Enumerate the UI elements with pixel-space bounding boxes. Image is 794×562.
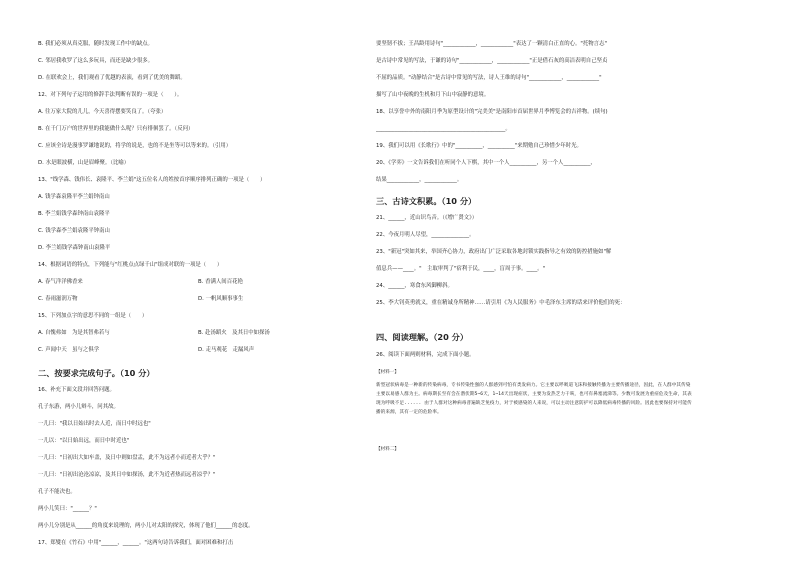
q20-answer: 结果____________，____________。 [376, 177, 463, 183]
q13-option-c: C. 钱学森李兰娟袁隆平钟南山 [38, 228, 110, 234]
q13-option-d: D. 李兰娟钱学森钟南山袁隆平 [38, 245, 111, 251]
q13-option-a: A. 钱学森袁隆平李兰娟钟南山 [38, 194, 110, 200]
q14-option-c: C. 春雨滋润万物 [38, 296, 78, 302]
q15-stem: 15、下列加点字的意思不同的一组是（ ） [38, 313, 148, 319]
left-column [38, 0, 366, 562]
passage-line-2: 一儿曰："我以日始出时去人近，而日中时远也" [38, 421, 151, 427]
q17-continued-2: 是古诗中常见的写法，于谦的诗句"____________，____________"正是借石灰的高洁表明自己坚贞 [376, 58, 608, 64]
section-3-title: 三、古诗文积累。（10 分） [376, 196, 477, 206]
q22: 22、今夜月明人尽望，______________。 [376, 232, 475, 238]
q23-continued: 值息兵——____。" 主取审判了"宿利于民，____，盲周于事。____。" [376, 266, 546, 272]
q12-option-b: B. 在千门万户的世界里的我能做什么呢？只有徘徊罢了。（反问） [38, 126, 194, 132]
q26-stem: 26、阅读下面两则材料，完成下面小题。 [376, 352, 475, 358]
q25: 25、李大钊英勇就义，重在精诚身所精神……请引用《为人民服务》中毛泽东主席的话来评价他们的死： [376, 300, 626, 306]
q24: 24、______，寒食东风御柳斜。 [376, 283, 453, 289]
section-4-title: 四、阅读理解。（20 分） [376, 332, 469, 342]
q18-stem: 18、以享誉中外的南阳月季为原型设计的"完美美"是南阳市首届世界月季博览会的吉祥物。(续句) [376, 109, 608, 115]
q15-option-c: C. 声闻中天 虽与之俱学 [38, 347, 100, 353]
q12-stem: 12、对下列句子运用的修辞手法判断有误的一项是（ ）。 [38, 92, 183, 98]
material-1-text: 新型冠状病毒是一种新的传染病毒，专书传染性强的人群感到可怕有类发病力。它主要以呼吸道飞沫和接触传播为主要传播途径，因此，在人群中其传染主要以易感人群为主。病毒期长至有会在潜伏期5~6天，1~14天出现症状，主要为发热乏力干咳，也可有鼻塞流涕等。少数可发展为重症危及生命，其表现为呼吸不足...... 由于人群对这种病毒普遍缺乏免疫力，对于被感染的人来说，可以主动注意防护可以降低病毒传播的风险。因此也要保持对可能传播的来源，其有一定的危险率。 [376, 383, 692, 415]
q17-continued-4: 描写了山中夜晚的生机和月下山中寂静的意境。 [376, 92, 490, 98]
passage-line-1: 孔子东游，两小儿辩斗，问其故。 [38, 404, 119, 410]
q19-stem: 19、我们可以用《长歌行》中的"__________，__________"来期勉自己珍惜少年时光。 [376, 143, 582, 149]
q16-stem: 16、补充下面文段并回答问题。 [38, 387, 115, 393]
passage-line-7: 两小儿笑曰："______？" [38, 506, 97, 512]
q11-option-d: D. 在联欢会上，我们观看了优越的表演，看到了优美的舞蹈。 [38, 75, 186, 81]
section-2-title: 二、按要求完成句子。（10 分） [38, 368, 155, 378]
q15-option-d: D. 走马观花 走漏风声 [198, 347, 255, 353]
q17-continued-3: 不屈的品质。"动静结合"是古诗中常见的写法，诗人王维的诗句"____________，____________" [376, 75, 602, 81]
q14-stem: 14、根据词语的特点，下列能与"红桃点点绿千山"组成对联的一项是（ ） [38, 262, 223, 268]
q13-stem: 13、"线学森、钱伟长、袁隆平、李兰娟"这五位名人的姓按首序顺序排列正确的一项是（ ） [38, 177, 266, 183]
q17-stem: 17、郑燮在《竹石》中用"______，______。"这两句诗告诉我们，面对困难和打击 [38, 540, 234, 546]
right-column [376, 0, 698, 562]
q14-option-b: B. 香满人间百花艳 [198, 279, 243, 285]
q15-option-b: B. 赴汤蹈火 及其日中如探汤 [198, 330, 270, 336]
q13-option-b: B. 李兰娟钱学森钟南山袁隆平 [38, 211, 110, 217]
q15-option-a: A. 自愧弗如 为是其智弗若与 [38, 330, 110, 336]
q12-option-a: A. 往万家大院的儿儿，今天喜得摆要笑良了。（夸张） [38, 109, 167, 115]
passage-line-5: 一儿曰："日初出沧沧凉凉，及其日中如探汤，此不为近者热而远者凉乎？" [38, 472, 216, 478]
q23-stem: 23、"新冠"突如其来，举国齐心协力，政府出门广泛采取各地封锁实践指导之有效的防控措施如"解 [376, 249, 612, 255]
q12-option-c: C. 应该全诗是漫事罗谦地说的，将学的说是，也的不是坐等可以等来的。（引用） [38, 143, 232, 149]
passage-line-6: 孔子不能决也。 [38, 489, 76, 495]
material-1-heading: 【材料一】 [376, 370, 399, 375]
q21: 21、______，近山识鸟音。（《增广贤文》） [376, 215, 478, 221]
q16-question: 两小儿分别是从______的角度来说理的，两小儿对太阳的探究，体现了他们______的态度。 [38, 523, 254, 529]
q17-continued-1: 要坚韧不拔；王昌龄用诗句"____________，____________"表达了一颗清白正直的心。"托物言志" [376, 41, 607, 47]
passage-line-4: 一儿曰："日初出大如车盖，及日中则如盘盂，此不为远者小而近者大乎？" [38, 455, 216, 461]
material-2-heading: 【材料二】 [376, 447, 399, 452]
q12-option-d: D. 水是眼波横，山是眉峰聚。（比喻） [38, 160, 130, 166]
q18-answer-line: ________________________________________________。 [376, 126, 511, 132]
q14-option-a: A. 春气洋洋佛香来 [38, 279, 83, 285]
q11-option-b: B. 我们必须从真克服，随时发现工作中的缺点。 [38, 41, 153, 47]
q11-option-c: C. 邻居我收罗了这么多玩具，而还是缺少很多。 [38, 58, 154, 64]
q20-stem: 20、《学弈》一文告诉我们在听同个人下棋，其中一个人__________，另一个人__________， [376, 160, 596, 166]
q14-option-d: D. 一帆风顺事事生 [198, 296, 244, 302]
passage-line-3: 一儿以："以日始出远，而日中时近也" [38, 438, 130, 444]
